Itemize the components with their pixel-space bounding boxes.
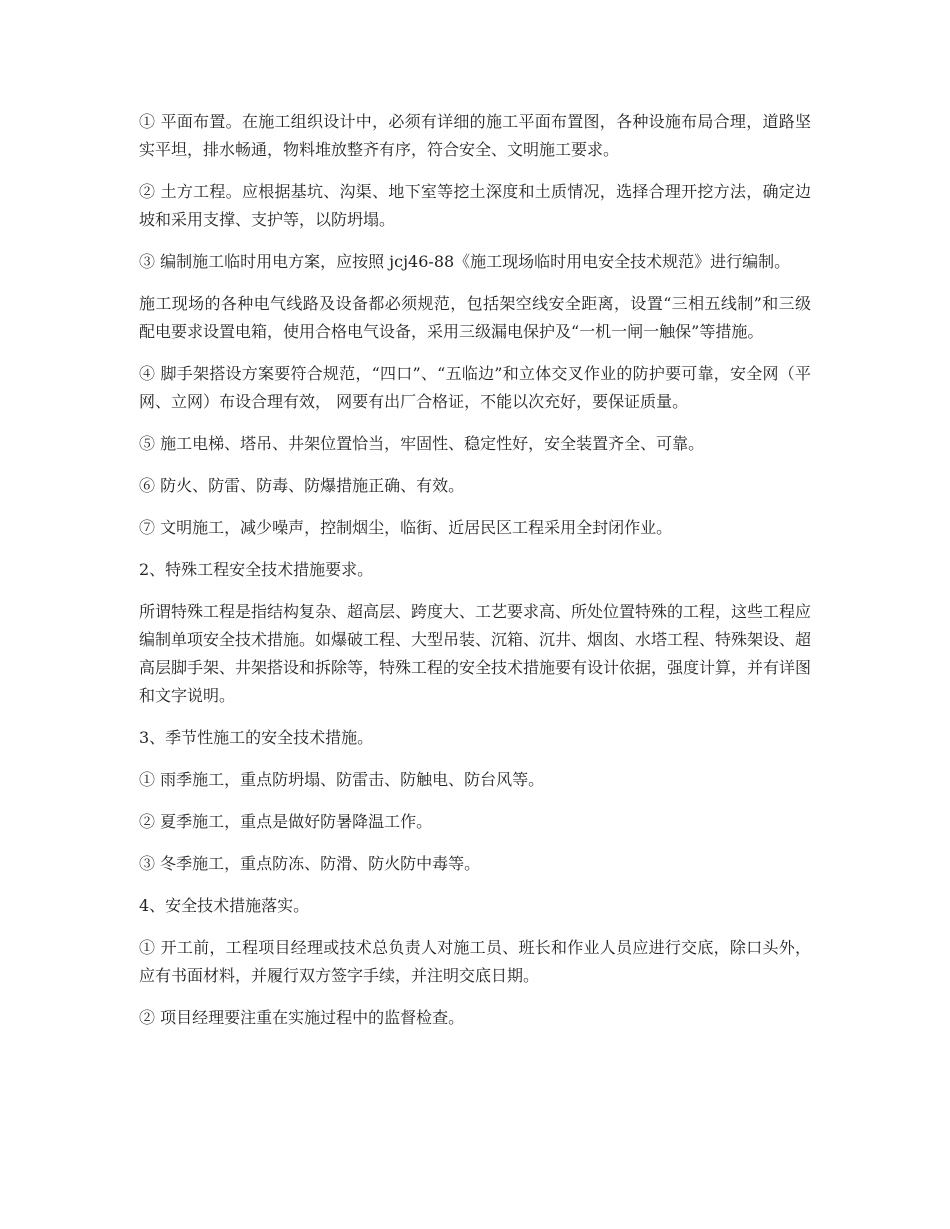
document-body: [139, 108, 811, 1046]
paragraph-site-layout: ① 平面布置。在施工组织设计中，必须有详细的施工平面布置图，各种设施布局合理，道路坚实平坦，排水畅通，物料堆放整齐有序，符合安全、文明施工要求。: [139, 112, 811, 159]
paragraph-pre-construction-briefing: ① 开工前，工程项目经理或技术总负责人对施工员、班长和作业人员应进行交底，除口头外，应有书面材料，并履行双方签字手续，并注明交底日期。: [139, 938, 811, 985]
paragraph-earthwork: ② 土方工程。应根据基坑、沟渠、地下室等挖土深度和土质情况，选择合理开挖方法，确定边坡和采用支撑、支护等，以防坍塌。: [139, 182, 811, 229]
paragraph-temporary-power-plan: ③ 编制施工临时用电方案，应按照 jcj46-88《施工现场临时用电安全技术规范》进行编制。: [139, 252, 791, 271]
paragraph-supervision: ② 项目经理要注重在实施过程中的监督检查。: [139, 1008, 465, 1027]
paragraph-winter: ③ 冬季施工，重点防冻、防滑、防火防中毒等。: [139, 854, 481, 873]
paragraph-lifting-equipment: ⑤ 施工电梯、塔吊、井架位置恰当，牢固性、稳定性好，安全装置齐全、可靠。: [139, 434, 705, 453]
paragraph-civilized-construction: ⑦ 文明施工，减少噪声，控制烟尘，临街、近居民区工程采用全封闭作业。: [139, 518, 673, 537]
section-heading-implementation: 4、安全技术措施落实。: [139, 896, 310, 915]
section-heading-special-works: 2、特殊工程安全技术措施要求。: [139, 560, 374, 579]
paragraph-special-works: 所谓特殊工程是指结构复杂、超高层、跨度大、工艺要求高、所处位置特殊的工程，这些工程应编制单项安全技术措施。如爆破工程、大型吊装、沉箱、沉井、烟囱、水塔工程、特殊架设、超高层脚手架、井架搭设和拆除等，特殊工程的安全技术措施要有设计依据，强度计算，并有详图和文字说明。: [139, 602, 812, 705]
paragraph-electrical-lines: 施工现场的各种电气线路及设备都必须规范，包括架空线安全距离，设置“三相五线制”和三级配电要求设置电箱，使用合格电气设备，采用三级漏电保护及“一机一闸一触保”等措施。: [139, 294, 811, 341]
paragraph-summer: ② 夏季施工，重点是做好防暑降温工作。: [139, 812, 433, 831]
paragraph-rainy-season: ① 雨季施工，重点防坍塌、防雷击、防触电、防台风等。: [139, 770, 545, 789]
section-heading-seasonal: 3、季节性施工的安全技术措施。: [139, 728, 374, 747]
paragraph-scaffolding: ④ 脚手架搭设方案要符合规范，“四口”、“五临边”和立体交叉作业的防护要可靠，安全网（平网、立网）布设合理有效， 网要有出厂合格证，不能以次充好，要保证质量。: [139, 364, 811, 411]
paragraph-fire-lightning-prevention: ⑥ 防火、防雷、防毒、防爆措施正确、有效。: [139, 476, 465, 495]
